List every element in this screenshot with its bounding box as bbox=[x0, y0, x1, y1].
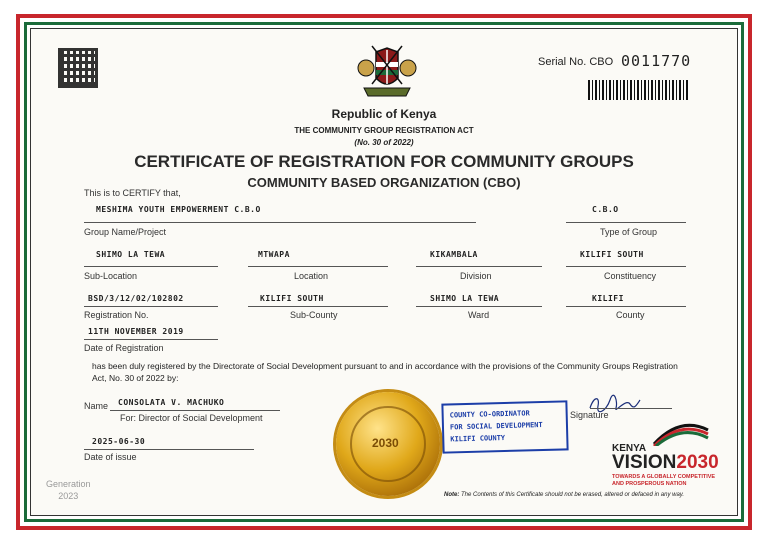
county-line bbox=[566, 306, 686, 307]
location-value: MTWAPA bbox=[258, 250, 290, 259]
qr-code bbox=[58, 48, 98, 88]
county-value: KILIFI bbox=[592, 294, 624, 303]
kenya-flag-arc-icon bbox=[652, 420, 710, 446]
county-label: County bbox=[616, 310, 645, 320]
serial-number: 0011770 bbox=[621, 52, 692, 70]
vision-kenya: KENYA bbox=[612, 443, 647, 454]
registration-no-line bbox=[84, 306, 218, 307]
act-heading: THE COMMUNITY GROUP REGISTRATION ACT bbox=[294, 126, 474, 135]
ward-line bbox=[416, 306, 542, 307]
registration-no-value: BSD/3/12/02/102802 bbox=[88, 294, 184, 303]
vision-2030-logo bbox=[612, 452, 719, 474]
official-stamp bbox=[441, 400, 568, 453]
seal-text: 2030 bbox=[372, 436, 399, 450]
barcode bbox=[588, 80, 690, 100]
generation-label: Generation bbox=[46, 479, 91, 489]
group-name-line bbox=[84, 222, 476, 223]
date-of-issue-line bbox=[84, 449, 254, 450]
constituency-label: Constituency bbox=[604, 271, 657, 281]
ward-value: SHIMO LA TEWA bbox=[430, 294, 500, 303]
location-label: Location bbox=[294, 271, 329, 281]
stamp-line-2: FOR SOCIAL DEVELOPMENT bbox=[449, 421, 543, 432]
sub-county-label: Sub-County bbox=[290, 310, 338, 320]
gold-seal bbox=[336, 392, 440, 496]
name-line bbox=[110, 410, 280, 411]
division-label: Division bbox=[460, 271, 492, 281]
date-of-registration-line bbox=[84, 339, 218, 340]
constituency-line bbox=[566, 266, 686, 267]
type-of-group-value: C.B.O bbox=[592, 205, 619, 214]
signature-line bbox=[590, 408, 672, 409]
name-value: CONSOLATA V. MACHUKO bbox=[118, 398, 225, 407]
division-line bbox=[416, 266, 542, 267]
constituency-value: KILIFI SOUTH bbox=[580, 250, 644, 259]
date-of-registration-label: Date of Registration bbox=[84, 343, 164, 353]
for-director-label: For: Director of Social Development bbox=[120, 413, 263, 423]
certify-text: This is to CERTIFY that, bbox=[84, 188, 181, 198]
sub-location-label: Sub-Location bbox=[84, 271, 138, 281]
date-of-issue-value: 2025-06-30 bbox=[92, 437, 146, 446]
serial-label: Serial No. CBO bbox=[538, 56, 614, 68]
date-of-registration-value: 11TH NOVEMBER 2019 bbox=[88, 327, 184, 336]
type-of-group-label: Type of Group bbox=[600, 227, 658, 237]
name-label: Name bbox=[84, 401, 109, 411]
generation-year: 2023 bbox=[58, 491, 79, 501]
vision-tagline-2: AND PROSPEROUS NATION bbox=[612, 481, 687, 487]
note-label: Note: bbox=[444, 492, 460, 498]
act-number: (No. 30 of 2022) bbox=[354, 138, 414, 147]
vision-tagline bbox=[612, 474, 715, 488]
registration-no-label: Registration No. bbox=[84, 310, 149, 320]
note-text: The Contents of this Certificate should not be erased, altered or defaced in any way. bbox=[461, 492, 685, 498]
group-name-value: MESHIMA YOUTH EMPOWERMENT C.B.O bbox=[96, 205, 261, 214]
vision-word: VISION bbox=[612, 452, 677, 473]
stamp-line-3: KILIFI COUNTY bbox=[450, 434, 506, 444]
group-name-label: Group Name/Project bbox=[84, 227, 167, 237]
coat-of-arms-icon bbox=[356, 44, 418, 102]
certificate-note bbox=[444, 492, 684, 498]
sub-county-line bbox=[248, 306, 388, 307]
generation-mark bbox=[46, 478, 91, 502]
type-of-group-line bbox=[566, 222, 686, 223]
location-line bbox=[248, 266, 388, 267]
vision-tagline-1: TOWARDS A GLOBALLY COMPETITIVE bbox=[612, 474, 716, 480]
sub-location-line bbox=[84, 266, 218, 267]
registration-statement: has been duly registered by the Directorate of Social Development pursuant to and in accordance with the provisions of the Community Groups Registration Act, No. 30 of 2022 by: bbox=[92, 361, 678, 383]
division-value: KIKAMBALA bbox=[430, 250, 478, 259]
signature-label: Signature bbox=[570, 410, 609, 420]
ward-label: Ward bbox=[468, 310, 490, 320]
date-of-issue-label: Date of issue bbox=[84, 452, 137, 462]
certificate-subtitle: COMMUNITY BASED ORGANIZATION (CBO) bbox=[247, 175, 521, 190]
vision-year: 2030 bbox=[676, 452, 719, 473]
certificate-title: CERTIFICATE OF REGISTRATION FOR COMMUNITY GROUPS bbox=[134, 152, 634, 171]
republic-heading: Republic of Kenya bbox=[331, 107, 437, 121]
sub-location-value: SHIMO LA TEWA bbox=[96, 250, 166, 259]
sub-county-value: KILIFI SOUTH bbox=[260, 294, 324, 303]
stamp-line-1: COUNTY CO-ORDINATOR bbox=[449, 409, 530, 420]
